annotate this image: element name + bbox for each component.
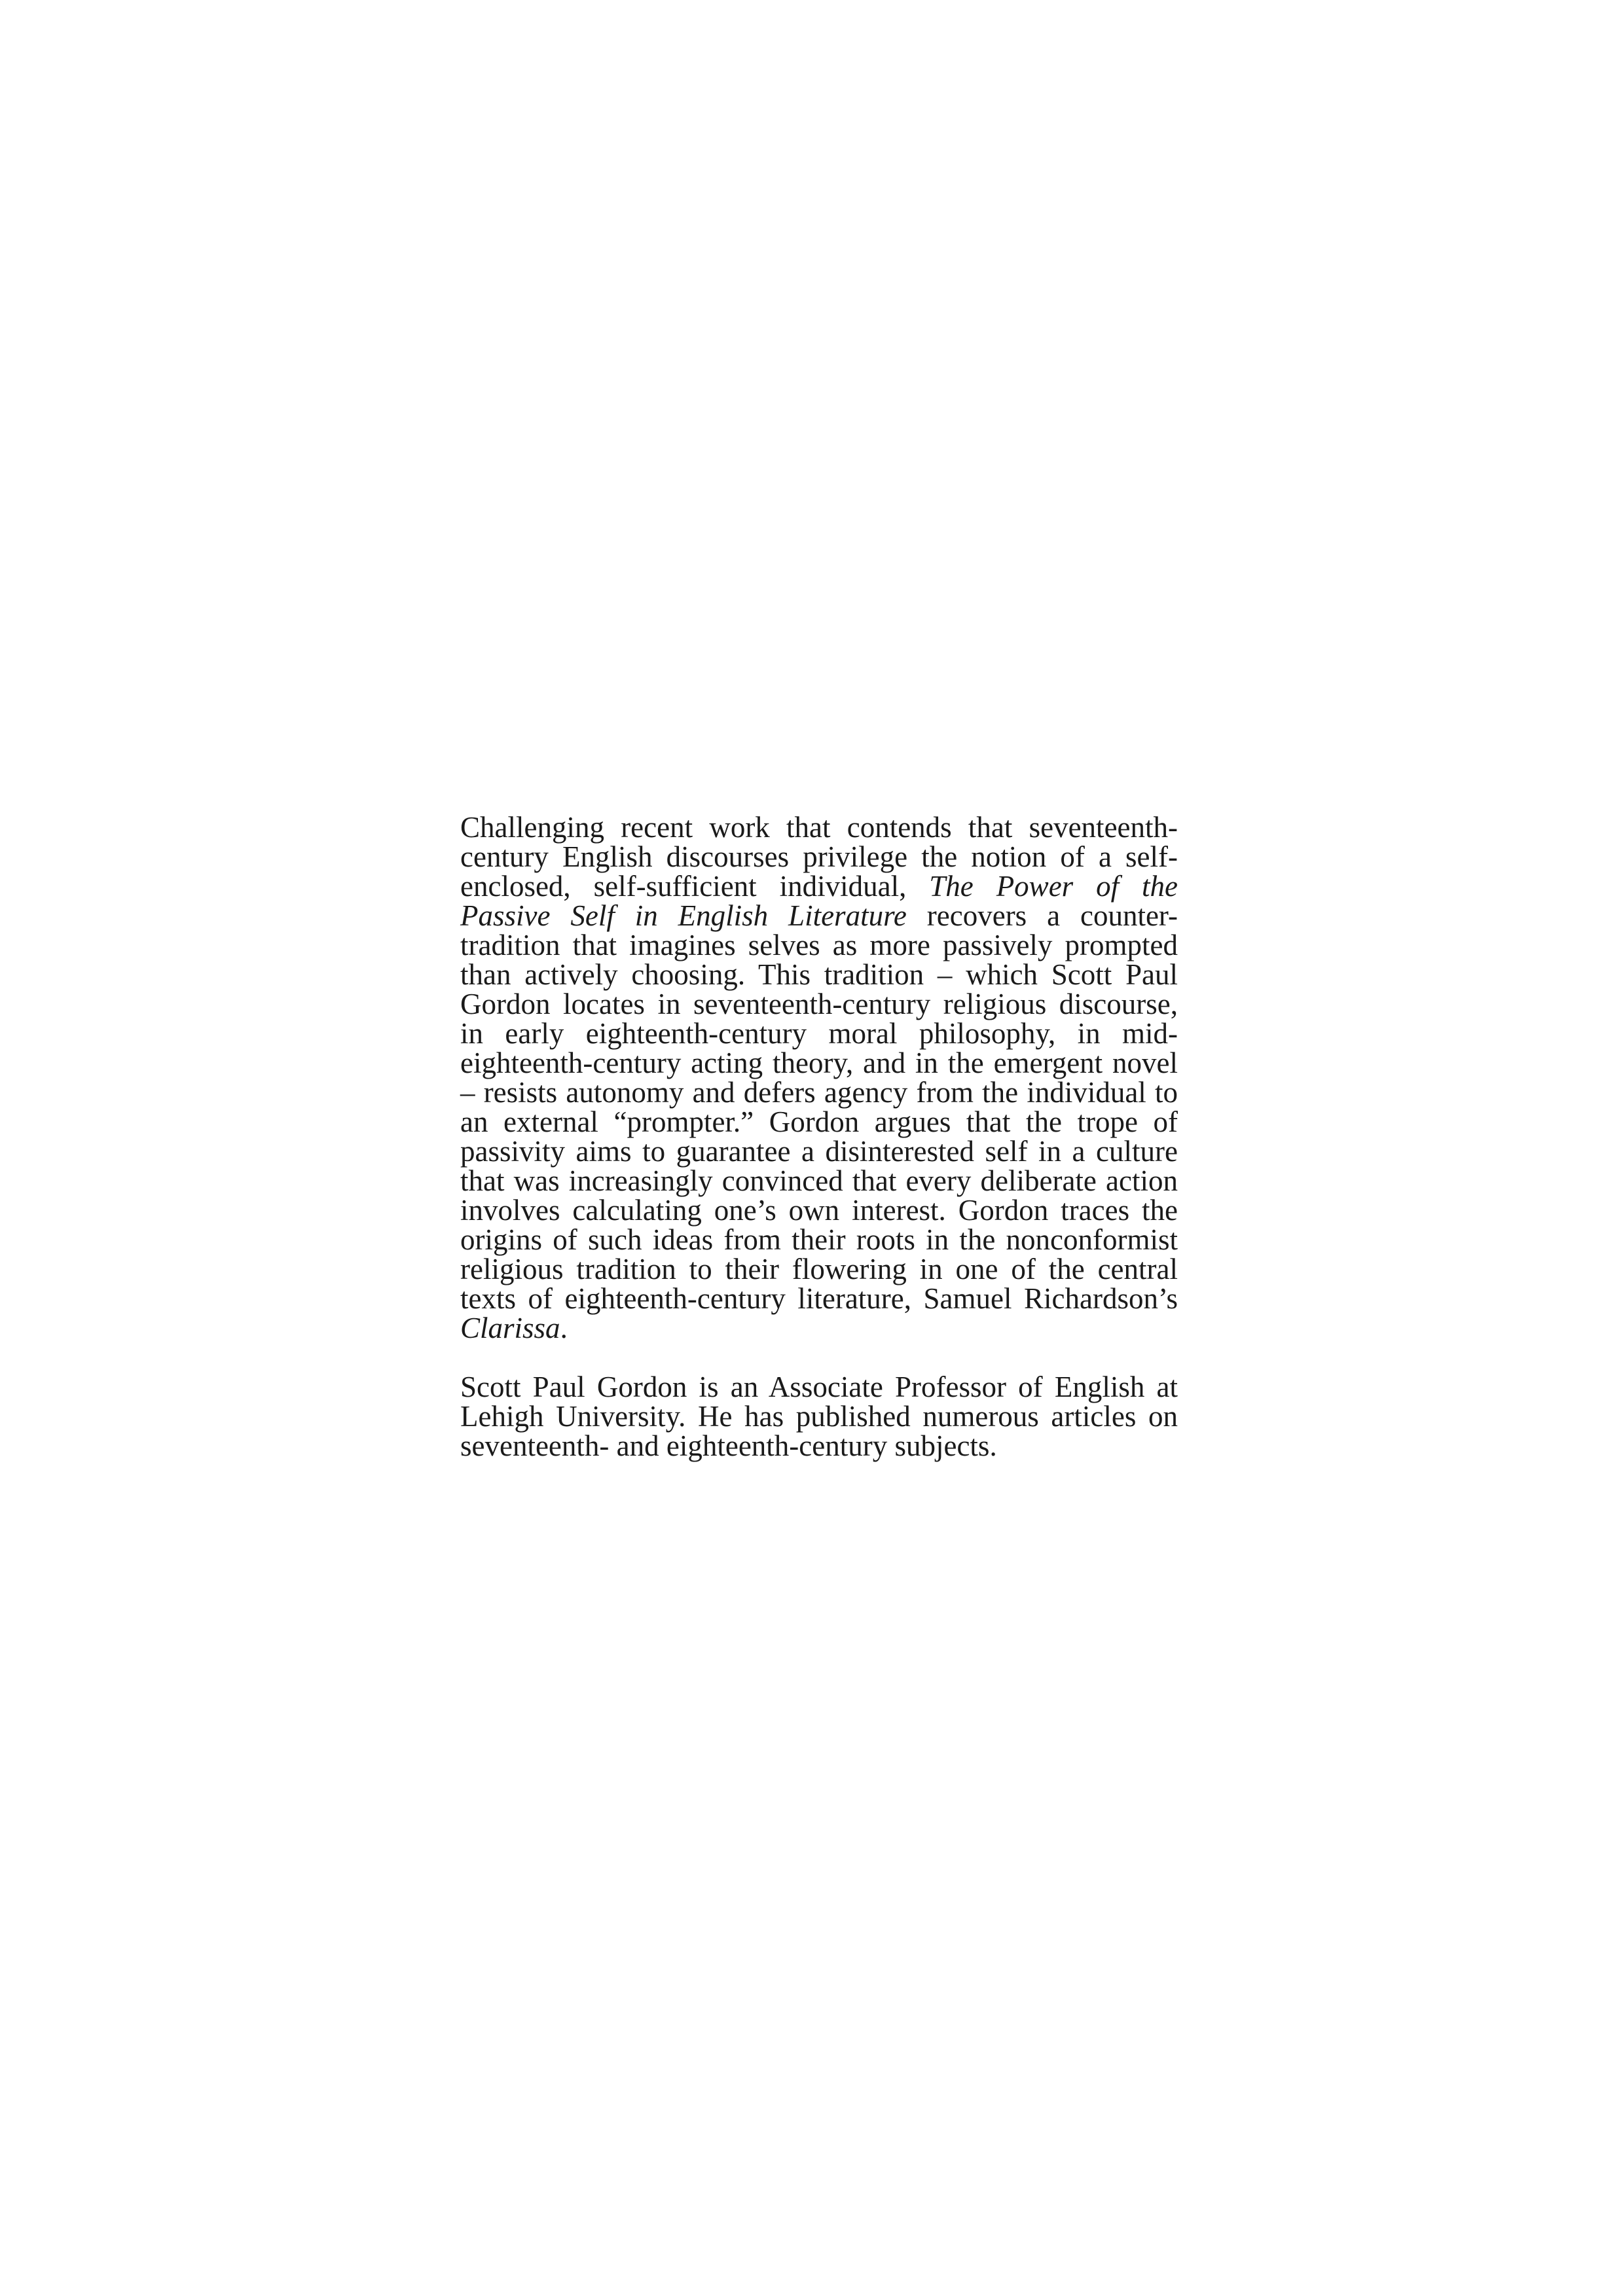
back-cover-text — [460, 813, 1178, 1461]
novel-title: Clarissa — [460, 1312, 560, 1344]
author-bio: Scott Paul Gordon is an Associate Professor of English at Lehigh University. He has published numerous articles on seventeenth- and eighteenth-century subjects. — [460, 1371, 1178, 1462]
blurb-intro: Challenging recent work that contends that seventeenth-century English discourses privilege the notion of a self-enclosed, self-sufficient individual, — [460, 811, 1178, 903]
blurb-end: . — [560, 1312, 568, 1344]
book-title: The Power of the Passive Self in English Literature — [460, 870, 1178, 932]
blurb-body: recovers a counter-tradition that imagines selves as more passively prompted than actively choosing. This tradition – which Scott Paul Gordon locates in seventeenth-century religious discourse, in early eighteenth-century moral philosophy, in mid-eighteenth-century acting theory, and in the emergent novel – resists autonomy and defers agency from the individual to an external “prompter.” Gordon argues that the trope of passivity aims to guarantee a disinterested self in a culture that was increasingly convinced that every deliberate action involves calculating one’s own interest. Gordon traces the origins of such ideas from their roots in the nonconformist religious tradition to their flowering in one of the central texts of eighteenth-century literature, Samuel Richardson’s — [460, 899, 1178, 1315]
blurb-paragraph — [460, 813, 1178, 1343]
